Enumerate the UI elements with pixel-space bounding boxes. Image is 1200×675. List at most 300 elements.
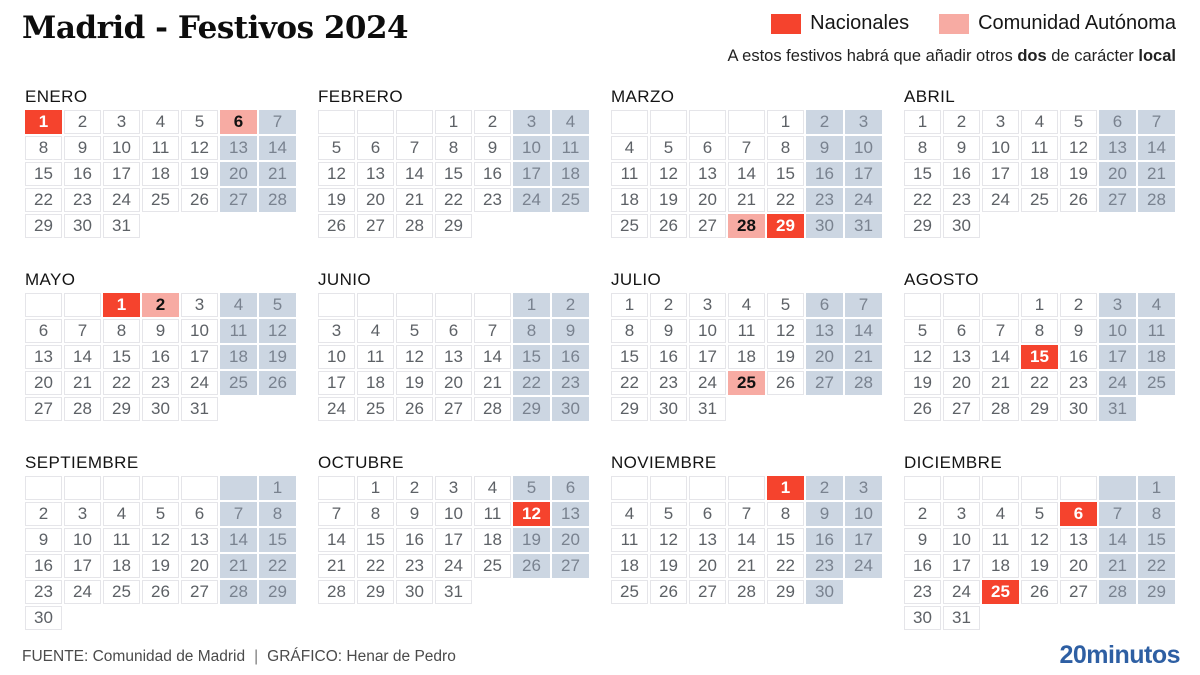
day-cell: 15 (513, 345, 550, 369)
day-cell: 12 (318, 162, 355, 186)
day-cell: 21 (1099, 554, 1136, 578)
day-cell: 26 (1060, 188, 1097, 212)
day-cell: 1 (259, 476, 296, 500)
day-cell-empty (474, 293, 511, 317)
day-cell: 14 (1099, 528, 1136, 552)
day-cell: 2 (396, 476, 433, 500)
logo-minutos: minutos (1086, 641, 1180, 669)
day-cell: 22 (103, 371, 140, 395)
day-cell: 16 (806, 162, 843, 186)
day-cell: 3 (943, 502, 980, 526)
day-cell: 11 (474, 502, 511, 526)
day-cell: 4 (1138, 293, 1175, 317)
day-cell: 25 (142, 188, 179, 212)
day-cell: 27 (25, 397, 62, 421)
day-cell: 10 (689, 319, 726, 343)
day-cell: 25 (611, 214, 648, 238)
day-cell: 13 (357, 162, 394, 186)
day-cell: 14 (845, 319, 882, 343)
day-cell: 27 (943, 397, 980, 421)
day-cell: 14 (728, 162, 765, 186)
day-cell: 29 (767, 580, 804, 604)
day-cell: 8 (1138, 502, 1175, 526)
month-enero (25, 87, 296, 238)
day-cell: 11 (357, 345, 394, 369)
day-cell: 23 (1060, 371, 1097, 395)
day-cell: 19 (904, 371, 941, 395)
day-cell-empty (357, 293, 394, 317)
day-cell: 26 (318, 214, 355, 238)
day-cell: 18 (1021, 162, 1058, 186)
day-cell: 26 (396, 397, 433, 421)
day-cell: 28 (1138, 188, 1175, 212)
day-cell: 13 (806, 319, 843, 343)
day-cell: 25 (220, 371, 257, 395)
day-cell-empty (650, 476, 687, 500)
day-cell: 15 (1021, 345, 1058, 369)
day-cell: 25 (728, 371, 765, 395)
day-cell: 14 (220, 528, 257, 552)
day-cell: 7 (259, 110, 296, 134)
day-cell: 20 (435, 371, 472, 395)
month-days (25, 476, 296, 630)
day-cell: 3 (689, 293, 726, 317)
day-cell: 2 (142, 293, 179, 317)
day-cell: 15 (25, 162, 62, 186)
month-febrero (318, 87, 589, 238)
day-cell-empty (611, 476, 648, 500)
day-cell: 24 (845, 188, 882, 212)
day-cell-empty (318, 110, 355, 134)
day-cell: 7 (318, 502, 355, 526)
day-cell: 1 (513, 293, 550, 317)
day-cell: 24 (513, 188, 550, 212)
month-title: SEPTIEMBRE (25, 453, 139, 472)
footer-credit: GRÁFICO: Henar de Pedro (267, 648, 456, 665)
day-cell: 17 (943, 554, 980, 578)
day-cell-empty (943, 293, 980, 317)
day-cell: 6 (806, 293, 843, 317)
day-cell: 3 (103, 110, 140, 134)
month-noviembre (611, 453, 882, 604)
day-cell: 30 (650, 397, 687, 421)
day-cell: 12 (142, 528, 179, 552)
day-cell-empty (904, 293, 941, 317)
day-cell: 10 (318, 345, 355, 369)
day-cell: 2 (806, 110, 843, 134)
day-cell: 15 (767, 528, 804, 552)
day-cell: 22 (611, 371, 648, 395)
day-cell: 23 (650, 371, 687, 395)
day-cell: 23 (396, 554, 433, 578)
day-cell: 1 (904, 110, 941, 134)
day-cell: 29 (103, 397, 140, 421)
month-title: FEBRERO (318, 87, 403, 106)
legend-note-bold-dos: dos (1017, 47, 1047, 65)
day-cell: 19 (259, 345, 296, 369)
day-cell: 14 (728, 528, 765, 552)
day-cell: 21 (728, 554, 765, 578)
month-junio (318, 270, 589, 421)
day-cell: 29 (767, 214, 804, 238)
day-cell: 23 (806, 554, 843, 578)
day-cell: 13 (552, 502, 589, 526)
day-cell: 12 (1021, 528, 1058, 552)
day-cell: 14 (982, 345, 1019, 369)
legend-note-mid: de carácter (1046, 47, 1139, 65)
month-title: ABRIL (904, 87, 956, 106)
day-cell-empty (357, 110, 394, 134)
day-cell: 12 (904, 345, 941, 369)
day-cell: 4 (1021, 110, 1058, 134)
day-cell: 29 (513, 397, 550, 421)
day-cell: 3 (845, 110, 882, 134)
day-cell: 29 (1138, 580, 1175, 604)
day-cell: 19 (1021, 554, 1058, 578)
day-cell-empty (943, 476, 980, 500)
day-cell: 7 (728, 136, 765, 160)
day-cell: 20 (25, 371, 62, 395)
day-cell: 23 (25, 580, 62, 604)
day-cell: 29 (357, 580, 394, 604)
day-cell: 6 (943, 319, 980, 343)
day-cell: 26 (904, 397, 941, 421)
day-cell: 12 (396, 345, 433, 369)
day-cell: 26 (1021, 580, 1058, 604)
day-cell: 5 (181, 110, 218, 134)
day-cell: 19 (767, 345, 804, 369)
day-cell: 2 (552, 293, 589, 317)
day-cell: 8 (611, 319, 648, 343)
day-cell: 31 (181, 397, 218, 421)
day-cell: 1 (435, 110, 472, 134)
regional-color-swatch (939, 14, 969, 34)
month-days (318, 110, 589, 238)
day-cell: 27 (689, 214, 726, 238)
day-cell: 24 (982, 188, 1019, 212)
day-cell: 18 (103, 554, 140, 578)
day-cell: 5 (318, 136, 355, 160)
day-cell: 16 (943, 162, 980, 186)
day-cell: 2 (904, 502, 941, 526)
legend-note-bold-local: local (1138, 47, 1176, 65)
day-cell-empty (728, 476, 765, 500)
day-cell-empty (982, 476, 1019, 500)
day-cell: 21 (982, 371, 1019, 395)
month-days (318, 476, 589, 604)
day-cell: 25 (552, 188, 589, 212)
day-cell: 13 (943, 345, 980, 369)
day-cell: 15 (1138, 528, 1175, 552)
day-cell: 31 (689, 397, 726, 421)
day-cell: 15 (904, 162, 941, 186)
day-cell: 6 (435, 319, 472, 343)
day-cell: 3 (982, 110, 1019, 134)
legend-label-regional: Comunidad Autónoma (978, 12, 1176, 34)
day-cell: 18 (474, 528, 511, 552)
day-cell: 27 (435, 397, 472, 421)
day-cell: 28 (318, 580, 355, 604)
day-cell: 9 (474, 136, 511, 160)
day-cell: 6 (689, 136, 726, 160)
day-cell: 11 (552, 136, 589, 160)
day-cell: 1 (767, 476, 804, 500)
day-cell: 10 (513, 136, 550, 160)
day-cell: 15 (103, 345, 140, 369)
footer-separator: | (254, 648, 259, 665)
day-cell: 28 (728, 214, 765, 238)
day-cell: 20 (689, 554, 726, 578)
day-cell-empty (318, 476, 355, 500)
day-cell: 24 (943, 580, 980, 604)
day-cell-empty (25, 293, 62, 317)
months-grid (25, 87, 1175, 630)
20minutos-logo (1059, 641, 1180, 670)
day-cell: 26 (181, 188, 218, 212)
day-cell: 26 (650, 214, 687, 238)
month-title: OCTUBRE (318, 453, 404, 472)
day-cell: 17 (845, 528, 882, 552)
day-cell: 25 (474, 554, 511, 578)
day-cell: 20 (357, 188, 394, 212)
day-cell: 16 (64, 162, 101, 186)
day-cell: 20 (220, 162, 257, 186)
day-cell: 27 (689, 580, 726, 604)
month-marzo (611, 87, 882, 238)
day-cell: 29 (1021, 397, 1058, 421)
day-cell: 7 (982, 319, 1019, 343)
day-cell: 9 (904, 528, 941, 552)
day-cell: 20 (806, 345, 843, 369)
day-cell: 28 (728, 580, 765, 604)
day-cell-empty (1060, 476, 1097, 500)
day-cell: 10 (943, 528, 980, 552)
day-cell-empty (181, 476, 218, 500)
day-cell: 11 (103, 528, 140, 552)
day-cell: 18 (728, 345, 765, 369)
day-cell: 31 (435, 580, 472, 604)
day-cell: 24 (181, 371, 218, 395)
day-cell-empty (611, 110, 648, 134)
day-cell: 10 (435, 502, 472, 526)
day-cell: 16 (806, 528, 843, 552)
day-cell: 31 (103, 214, 140, 238)
day-cell: 3 (181, 293, 218, 317)
day-cell: 5 (513, 476, 550, 500)
day-cell: 4 (142, 110, 179, 134)
day-cell: 9 (806, 502, 843, 526)
day-cell: 13 (689, 162, 726, 186)
day-cell: 13 (435, 345, 472, 369)
day-cell-empty (103, 476, 140, 500)
day-cell: 29 (435, 214, 472, 238)
day-cell: 28 (396, 214, 433, 238)
day-cell-empty (435, 293, 472, 317)
day-cell: 3 (435, 476, 472, 500)
day-cell: 21 (728, 188, 765, 212)
day-cell: 25 (982, 580, 1019, 604)
day-cell: 15 (611, 345, 648, 369)
month-mayo (25, 270, 296, 421)
month-days (611, 293, 882, 421)
month-title: JULIO (611, 270, 662, 289)
month-title: ENERO (25, 87, 88, 106)
day-cell: 17 (1099, 345, 1136, 369)
day-cell: 27 (357, 214, 394, 238)
day-cell-empty (220, 476, 257, 500)
day-cell: 24 (435, 554, 472, 578)
day-cell: 23 (943, 188, 980, 212)
footer (22, 648, 456, 666)
day-cell-empty (1099, 476, 1136, 500)
month-days (25, 110, 296, 238)
day-cell: 31 (1099, 397, 1136, 421)
day-cell: 13 (1060, 528, 1097, 552)
day-cell: 2 (650, 293, 687, 317)
legend-item-national (771, 12, 909, 35)
day-cell: 5 (1060, 110, 1097, 134)
day-cell: 11 (1138, 319, 1175, 343)
day-cell-empty (396, 110, 433, 134)
day-cell: 25 (103, 580, 140, 604)
day-cell: 4 (103, 502, 140, 526)
day-cell: 11 (728, 319, 765, 343)
day-cell-empty (904, 476, 941, 500)
month-title: AGOSTO (904, 270, 979, 289)
day-cell: 20 (689, 188, 726, 212)
day-cell: 17 (103, 162, 140, 186)
day-cell: 6 (220, 110, 257, 134)
day-cell: 23 (552, 371, 589, 395)
day-cell: 16 (1060, 345, 1097, 369)
day-cell: 20 (552, 528, 589, 552)
day-cell: 7 (728, 502, 765, 526)
day-cell: 11 (220, 319, 257, 343)
day-cell: 19 (650, 554, 687, 578)
day-cell: 10 (103, 136, 140, 160)
day-cell: 30 (396, 580, 433, 604)
day-cell: 14 (259, 136, 296, 160)
day-cell: 14 (1138, 136, 1175, 160)
day-cell: 6 (25, 319, 62, 343)
day-cell: 9 (142, 319, 179, 343)
day-cell: 3 (64, 502, 101, 526)
day-cell: 28 (220, 580, 257, 604)
day-cell: 10 (982, 136, 1019, 160)
day-cell: 3 (513, 110, 550, 134)
day-cell-empty (64, 293, 101, 317)
day-cell: 1 (357, 476, 394, 500)
day-cell: 5 (650, 502, 687, 526)
day-cell-empty (396, 293, 433, 317)
day-cell: 3 (318, 319, 355, 343)
day-cell: 21 (396, 188, 433, 212)
day-cell: 30 (806, 214, 843, 238)
day-cell: 13 (689, 528, 726, 552)
day-cell: 24 (103, 188, 140, 212)
day-cell: 23 (64, 188, 101, 212)
day-cell: 9 (552, 319, 589, 343)
day-cell: 18 (142, 162, 179, 186)
month-diciembre (904, 453, 1175, 630)
day-cell: 7 (845, 293, 882, 317)
day-cell: 1 (25, 110, 62, 134)
day-cell: 5 (904, 319, 941, 343)
day-cell: 28 (982, 397, 1019, 421)
day-cell: 26 (767, 371, 804, 395)
day-cell: 5 (1021, 502, 1058, 526)
day-cell: 12 (650, 528, 687, 552)
day-cell: 10 (1099, 319, 1136, 343)
day-cell: 1 (103, 293, 140, 317)
month-abril (904, 87, 1175, 238)
day-cell: 4 (728, 293, 765, 317)
day-cell: 12 (259, 319, 296, 343)
day-cell: 6 (181, 502, 218, 526)
day-cell: 6 (689, 502, 726, 526)
day-cell: 27 (1060, 580, 1097, 604)
day-cell: 8 (259, 502, 296, 526)
month-title: NOVIEMBRE (611, 453, 717, 472)
day-cell: 1 (767, 110, 804, 134)
day-cell: 28 (1099, 580, 1136, 604)
day-cell: 22 (435, 188, 472, 212)
day-cell: 18 (357, 371, 394, 395)
day-cell: 2 (474, 110, 511, 134)
day-cell: 5 (142, 502, 179, 526)
day-cell: 21 (64, 371, 101, 395)
day-cell: 31 (845, 214, 882, 238)
day-cell: 19 (142, 554, 179, 578)
day-cell: 28 (845, 371, 882, 395)
day-cell: 19 (396, 371, 433, 395)
day-cell: 22 (1021, 371, 1058, 395)
day-cell: 9 (806, 136, 843, 160)
day-cell: 22 (25, 188, 62, 212)
day-cell-empty (689, 110, 726, 134)
day-cell: 4 (982, 502, 1019, 526)
day-cell: 8 (513, 319, 550, 343)
logo-20: 20 (1059, 641, 1087, 669)
day-cell: 20 (1060, 554, 1097, 578)
day-cell: 10 (64, 528, 101, 552)
footer-source: FUENTE: Comunidad de Madrid (22, 648, 246, 665)
day-cell: 16 (142, 345, 179, 369)
day-cell-empty (728, 110, 765, 134)
day-cell: 25 (611, 580, 648, 604)
day-cell: 9 (396, 502, 433, 526)
day-cell: 20 (943, 371, 980, 395)
day-cell: 21 (474, 371, 511, 395)
month-days (904, 476, 1175, 630)
month-days (611, 110, 882, 238)
day-cell: 27 (181, 580, 218, 604)
day-cell: 27 (552, 554, 589, 578)
day-cell: 15 (435, 162, 472, 186)
day-cell: 3 (1099, 293, 1136, 317)
day-cell: 13 (220, 136, 257, 160)
day-cell: 28 (64, 397, 101, 421)
day-cell: 17 (513, 162, 550, 186)
day-cell: 25 (357, 397, 394, 421)
day-cell: 2 (64, 110, 101, 134)
day-cell: 22 (767, 188, 804, 212)
day-cell: 6 (1060, 502, 1097, 526)
day-cell: 15 (767, 162, 804, 186)
day-cell-empty (1021, 476, 1058, 500)
day-cell: 29 (611, 397, 648, 421)
day-cell: 4 (611, 502, 648, 526)
